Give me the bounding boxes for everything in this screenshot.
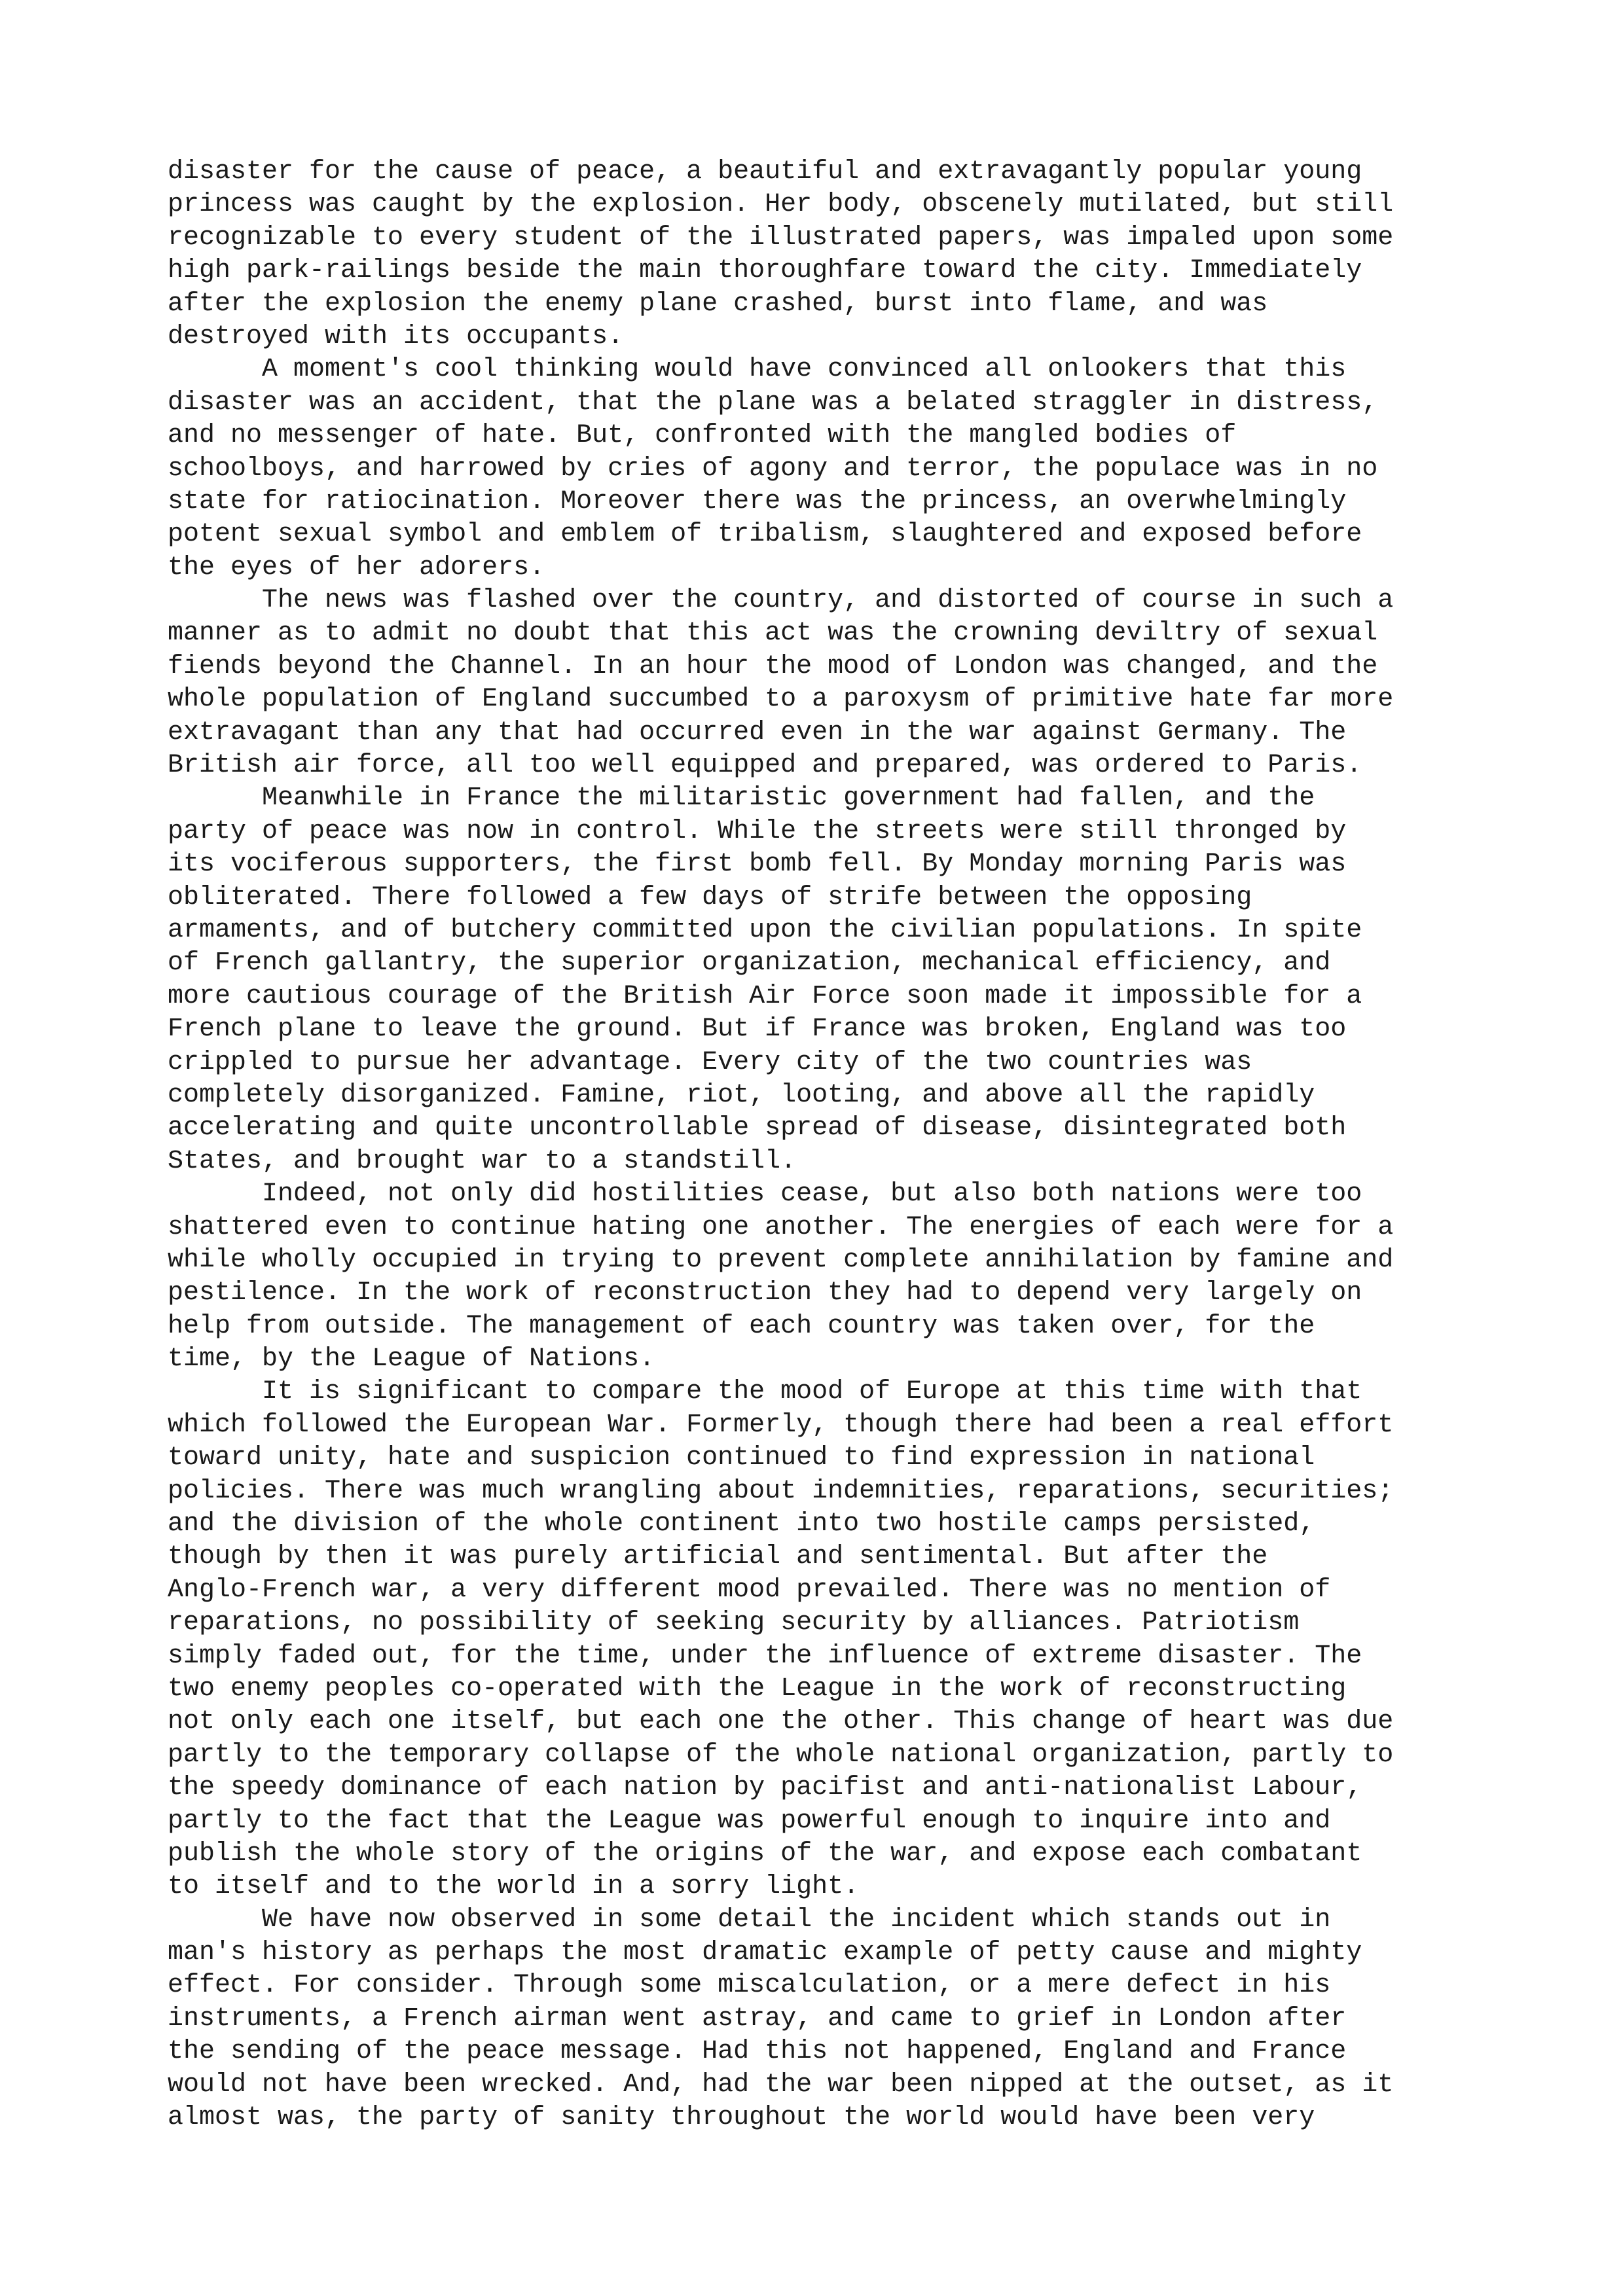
text-line: high park-railings beside the main thoroughfare toward the city. Immediately [168,256,1362,286]
text-line: disaster for the cause of peace, a beautiful and extravagantly popular young [168,157,1362,187]
text-line: Anglo-French war, a very different mood prevailed. There was no mention of [168,1575,1331,1605]
text-line: accelerating and quite uncontrollable spread of disease, disintegrated both [168,1113,1347,1143]
text-line: effect. For consider. Through some miscalculation, or a mere defect in his [168,1971,1331,2001]
text-line: States, and brought war to a standstill. [168,1146,797,1176]
text-line: almost was, the party of sanity throughout the world would have been very [168,2103,1315,2133]
text-line: while wholly occupied in trying to prevent complete annihilation by famine and [168,1245,1394,1275]
text-line: fiends beyond the Channel. In an hour the mood of London was changed, and the [168,651,1378,681]
text-line: publish the whole story of the origins of the war, and expose each combatant [168,1839,1362,1869]
text-line: which followed the European War. Formerly, though there had been a real effort [168,1410,1394,1440]
text-line: to itself and to the world in a sorry light. [168,1872,860,1902]
text-line: whole population of England succumbed to a paroxysm of primitive hate far more [168,685,1394,715]
text-line: partly to the fact that the League was powerful enough to inquire into and [168,1806,1331,1836]
text-line: pestilence. In the work of reconstruction they had to depend very largely on [168,1278,1362,1308]
text-line: disaster was an accident, that the plane was a belated straggler in distress, [168,387,1378,418]
text-line: of French gallantry, the superior organization, mechanical efficiency, and [168,948,1331,978]
text-line: and no messenger of hate. But, confronted with the mangled bodies of [168,421,1237,451]
text-line: crippled to pursue her advantage. Every city of the two countries was [168,1047,1252,1077]
text-line: more cautious courage of the British Air Force soon made it impossible for a [168,981,1362,1011]
text-line: time, by the League of Nations. [168,1344,655,1374]
text-line: its vociferous supporters, the first bomb fell. By Monday morning Paris was [168,850,1347,880]
body-text [168,156,1477,2134]
text-line: shattered even to continue hating one another. The energies of each were for a [168,1212,1394,1242]
text-line: completely disorganized. Famine, riot, looting, and above all the rapidly [168,1080,1315,1110]
text-line: schoolboys, and harrowed by cries of agony and terror, the populace was in no [168,454,1378,484]
text-line: policies. There was much wrangling about indemnities, reparations, securities; [168,1476,1394,1506]
text-line: princess was caught by the explosion. Her body, obscenely mutilated, but still [168,190,1394,220]
text-line: the sending of the peace message. Had this not happened, England and France [168,2037,1347,2067]
text-line: British air force, all too well equipped and prepared, was ordered to Paris. [168,751,1362,781]
text-line: not only each one itself, but each one the other. This change of heart was due [168,1707,1394,1737]
text-line: extravagant than any that had occurred even in the war against Germany. The [168,717,1347,747]
text-line: recognizable to every student of the illustrated papers, was impaled upon some [168,223,1394,253]
text-line: the eyes of her adorers. [168,552,545,583]
text-line: potent sexual symbol and emblem of tribalism, slaughtered and exposed before [168,520,1362,550]
text-line: instruments, a French airman went astray, and came to grief in London after [168,2003,1347,2034]
text-line: Meanwhile in France the militaristic government had fallen, and the [168,783,1315,814]
text-line: armaments, and of butchery committed upon the civilian populations. In spite [168,915,1362,945]
text-line: We have now observed in some detail the incident which stands out in [168,1905,1331,1935]
text-line: partly to the temporary collapse of the whole national organization, partly to [168,1740,1394,1770]
text-line: the speedy dominance of each nation by pacifist and anti-nationalist Labour, [168,1773,1362,1803]
text-line: manner as to admit no doubt that this act was the crowning deviltry of sexual [168,619,1378,649]
text-line: simply faded out, for the time, under the influence of extreme disaster. The [168,1641,1362,1671]
text-line: and the division of the whole continent into two hostile camps persisted, [168,1509,1315,1539]
text-line: obliterated. There followed a few days of strife between the opposing [168,882,1252,912]
text-line: The news was flashed over the country, and distorted of course in such a [168,586,1394,616]
text-line: toward unity, hate and suspicion continued to find expression in national [168,1443,1315,1473]
text-line: after the explosion the enemy plane crashed, burst into flame, and was [168,289,1268,319]
text-line: French plane to leave the ground. But if France was broken, England was too [168,1014,1347,1045]
text-line: man's history as perhaps the most dramatic example of petty cause and mighty [168,1938,1362,1968]
text-line: two enemy peoples co-operated with the League in the work of reconstructing [168,1674,1347,1704]
text-line: destroyed with its occupants. [168,321,624,351]
text-line: though by then it was purely artificial and sentimental. But after the [168,1542,1268,1572]
text-line: A moment's cool thinking would have convinced all onlookers that this [168,355,1347,385]
text-line: help from outside. The management of each country was taken over, for the [168,1311,1315,1341]
text-line: party of peace was now in control. While the streets were still thronged by [168,816,1347,846]
text-line: Indeed, not only did hostilities cease, but also both nations were too [168,1179,1362,1210]
text-line: It is significant to compare the mood of Europe at this time with that [168,1377,1362,1407]
text-line: state for ratiocination. Moreover there was the princess, an overwhelmingly [168,486,1347,516]
text-line: would not have been wrecked. And, had the war been nipped at the outset, as it [168,2070,1394,2100]
text-line: reparations, no possibility of seeking security by alliances. Patriotism [168,1608,1300,1638]
